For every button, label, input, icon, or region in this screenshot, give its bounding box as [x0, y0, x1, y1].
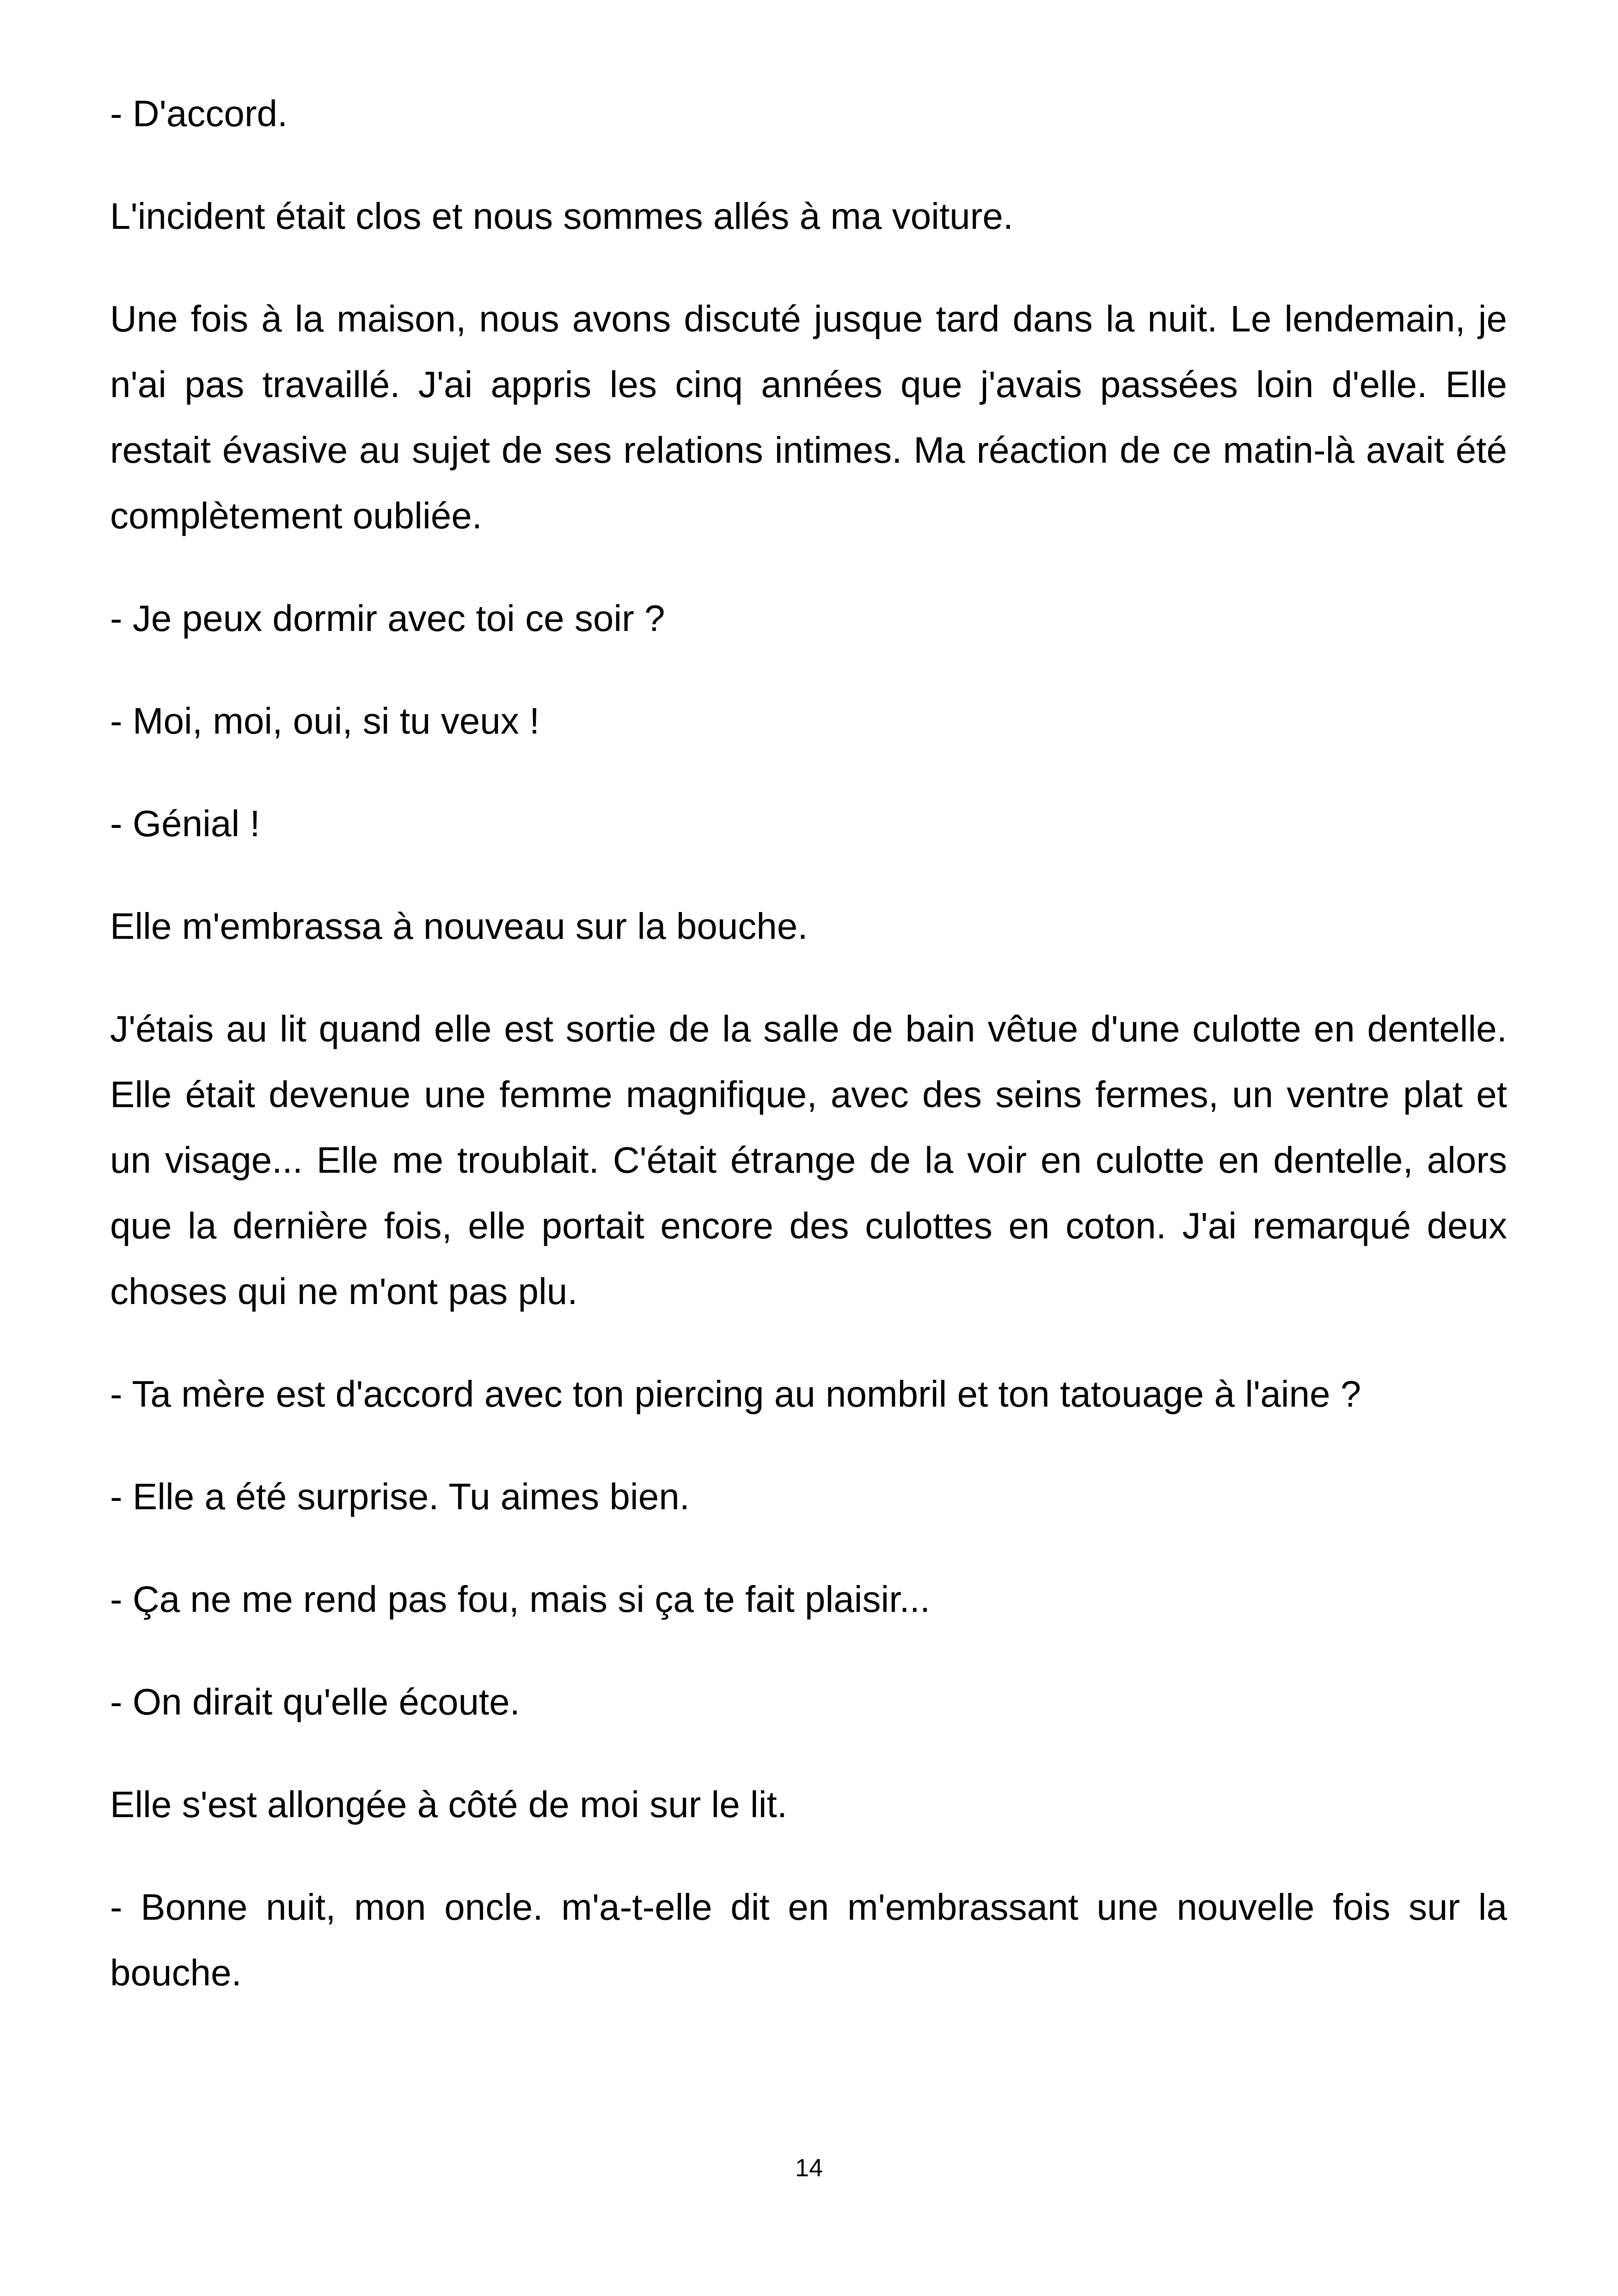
narrative-paragraph: Elle m'embrassa à nouveau sur la bouche.	[110, 906, 808, 947]
narrative-paragraph: Elle s'est allongée à côté de moi sur le lit.	[110, 1784, 787, 1825]
narrative-paragraph: L'incident était clos et nous sommes allés à ma voiture.	[110, 196, 1013, 237]
dialogue-line: - Elle a été surprise. Tu aimes bien.	[110, 1476, 690, 1517]
dialogue-line: - D'accord.	[110, 93, 288, 134]
page-body	[110, 81, 1507, 2043]
dialogue-line: - Moi, moi, oui, si tu veux !	[110, 700, 540, 741]
dialogue-line: - Ça ne me rend pas fou, mais si ça te fait plaisir...	[110, 1579, 931, 1620]
dialogue-line: - Bonne nuit, mon oncle. m'a-t-elle dit en m'embrassant une nouvelle fois sur la bouche.	[110, 1886, 1507, 1993]
dialogue-line: - Je peux dormir avec toi ce soir ?	[110, 598, 665, 639]
dialogue-line: - Ta mère est d'accord avec ton piercing au nombril et ton tatouage à l'aine ?	[110, 1373, 1361, 1414]
narrative-paragraph: Une fois à la maison, nous avons discuté jusque tard dans la nuit. Le lendemain, je n'ai pas travaillé. J'ai appris les cinq années que j'avais passées loin d'elle. Elle restait évasive au sujet de ses relations intimes. Ma réaction de ce matin-là avait été complètement oubliée.	[110, 298, 1507, 536]
narrative-paragraph: J'étais au lit quand elle est sortie de la salle de bain vêtue d'une culotte en dentelle. Elle était devenue une femme magnifique, avec des seins fermes, un ventre plat et un visage... Elle me troublait. C'était étrange de la voir en culotte en dentelle, alors que la dernière fois, elle portait encore des culottes en coton. J'ai remarqué deux choses qui ne m'ont pas plu.	[110, 1008, 1507, 1312]
dialogue-line: - On dirait qu'elle écoute.	[110, 1681, 520, 1722]
page-number: 14	[795, 2154, 823, 2182]
dialogue-line: - Génial !	[110, 803, 260, 844]
